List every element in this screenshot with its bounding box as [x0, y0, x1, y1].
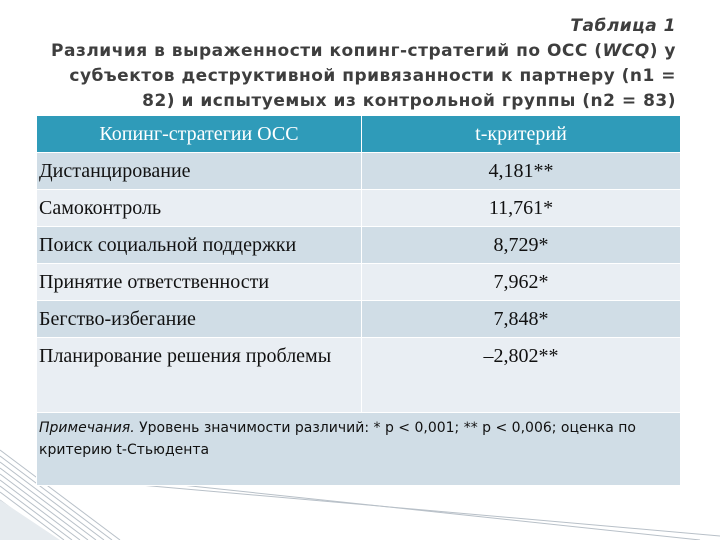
note-label: Примечания. [39, 420, 135, 436]
table-row [37, 227, 681, 264]
table-row [37, 338, 681, 413]
table-header-row [37, 116, 681, 153]
table-row [37, 264, 681, 301]
table-title [36, 39, 676, 114]
table-number: Таблица 1 [570, 16, 676, 36]
table-note-row [37, 413, 681, 486]
row-name: Поиск социальной поддержки [37, 227, 362, 264]
row-name: Самоконтроль [37, 190, 362, 227]
row-name: Принятие ответственности [37, 264, 362, 301]
header-t-criterion: t-критерий [362, 116, 681, 153]
row-value: 7,848* [362, 301, 681, 338]
note-text: Уровень значимости различий: * p < 0,001; ** p < 0,006; оценка по критерию t-Стьюдента [39, 420, 636, 458]
row-value: 7,962* [362, 264, 681, 301]
table-title-wcq: WCQ [602, 41, 650, 61]
row-value: –2,802** [362, 338, 681, 413]
row-name: Планирование решения проблемы [37, 338, 362, 413]
results-table [36, 115, 681, 486]
table-row [37, 301, 681, 338]
row-value: 4,181** [362, 153, 681, 190]
table-row [37, 153, 681, 190]
table-row [37, 190, 681, 227]
row-value: 11,761* [362, 190, 681, 227]
table-title-part-1: Различия в выраженности копинг-стратегий по ОСС ( [51, 41, 603, 61]
row-value: 8,729* [362, 227, 681, 264]
row-name: Дистанцирование [37, 153, 362, 190]
header-coping-strategies: Копинг-стратегии ОСС [37, 116, 362, 153]
table-caption [36, 14, 676, 114]
row-name: Бегство-избегание [37, 301, 362, 338]
table-note [37, 413, 681, 486]
table-title-part-2: ) у субъектов деструктивной привязанности к партнеру (n1 = 82) и испытуемых из контрольной группы (n2 = 83) [69, 41, 676, 111]
